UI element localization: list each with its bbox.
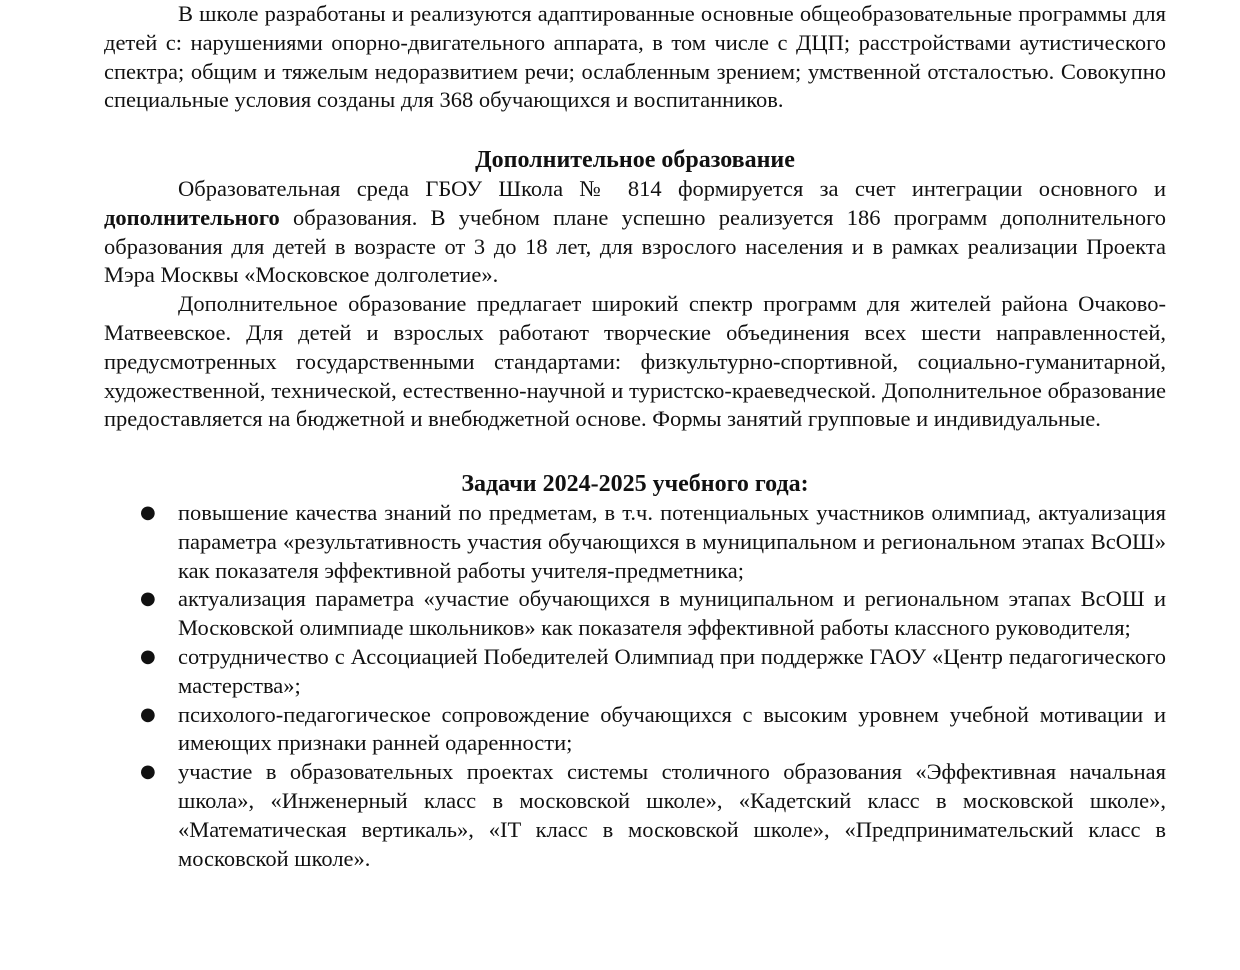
bullet-icon: ● — [140, 761, 156, 783]
task-item — [104, 585, 1166, 643]
bullet-icon: ● — [140, 588, 156, 610]
tasks-list — [104, 499, 1166, 873]
bold-term: дополнительного — [104, 204, 280, 230]
additional-education-paragraph-2: Дополнительное образование предлагает широкий спектр программ для жителей района Очаково-Матвеевское. Для детей и взрослых работают творческие объединения всех шести направленностей, предусмотренных государственными стандартами: физкультурно-спортивной, социально-гуманитарной, художественной, технической, естественно-научной и туристско-краеведческой. Дополнительное образование предоставляется на бюджетной и внебюджетной основе. Формы занятий групповые и индивидуальные. — [104, 291, 1166, 432]
task-text: участие в образовательных проектах системы столичного образования «Эффективная начальная школа», «Инженерный класс в московской школе», «Кадетский класс в московской школе», «Математическая вертикаль», «IT класс в московской школе», «Предпринимательский класс в московской школе». — [178, 759, 1166, 871]
document-page — [104, 0, 1166, 873]
paragraph-text-end: образования. В учебном плане успешно реализуется 186 программ дополнительного образования для детей в возрасте от 3 до 18 лет, для взрослого населения и в рамках реализации Проекта Мэра Москвы «Московское долголетие». — [104, 204, 1166, 288]
section-gap — [104, 434, 1166, 470]
bullet-icon: ● — [140, 501, 156, 523]
task-item — [104, 758, 1166, 873]
task-text: актуализация параметра «участие обучающихся в муниципальном и региональном этапах ВсОШ и Московской олимпиаде школьников» как показателя эффективной работы классного руководителя; — [178, 586, 1166, 641]
task-item — [104, 499, 1166, 585]
intro-paragraph: В школе разработаны и реализуются адаптированные основные общеобразовательные программы для детей с: нарушениями опорно-двигательного аппарата, в том числе с ДЦП; расстройствами аутистического спектра; общим и тяжелым недоразвитием речи; ослабленным зрением; умственной отсталостью. Совокупно специальные условия созданы для 368 обучающихся и воспитанников. — [104, 1, 1166, 113]
task-text: повышение качества знаний по предметам, в т.ч. потенциальных участников олимпиад, актуализация параметра «результативность участия обучающихся в муниципальном и региональном этапах ВсОШ» как показателя эффективной работы учителя-предметника; — [178, 499, 1166, 583]
additional-education-paragraph-1 — [104, 175, 1166, 290]
task-item — [104, 701, 1166, 759]
tasks-heading: Задачи 2024-2025 учебного года: — [461, 471, 809, 498]
task-text: психолого-педагогическое сопровождение обучающихся с высоким уровнем учебной мотивации и имеющих признаки ранней одаренности; — [178, 701, 1166, 756]
bullet-icon: ● — [140, 645, 156, 667]
task-item — [104, 643, 1166, 701]
additional-education-heading: Дополнительное образование — [475, 147, 795, 174]
task-text: сотрудничество с Ассоциацией Победителей Олимпиад при поддержке ГАОУ «Центр педагогического мастерства»; — [178, 643, 1166, 698]
paragraph-text-start: Образовательная среда ГБОУ Школа № 814 формируется за счет интеграции основного и — [178, 175, 1166, 201]
section-gap — [104, 115, 1166, 145]
bullet-icon: ● — [140, 703, 156, 725]
